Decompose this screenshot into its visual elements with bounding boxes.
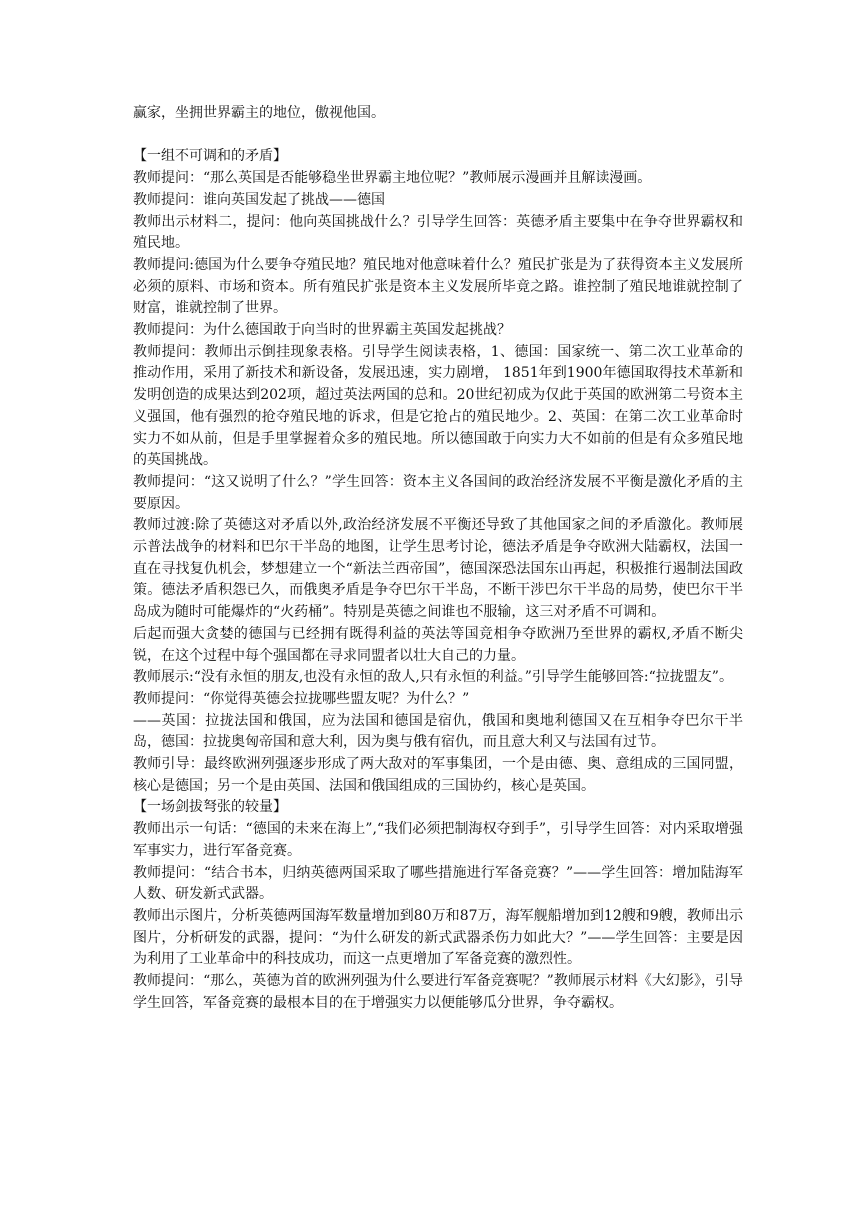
paragraph: 教师提问：“你觉得英德会拉拢哪些盟友呢？为什么？” <box>133 690 470 707</box>
paragraph: 教师提问：“那么英国是否能够稳坐世界霸主地位呢？”教师展示漫画并且解读漫画。 <box>133 170 652 187</box>
paragraph: 教师提问：“这又说明了什么？”学生回答：资本主义各国间的政治经济发展不平衡是激化矛盾的主要原因。 <box>133 473 743 512</box>
section-heading: 【一场剑拔弩张的较量】 <box>133 799 287 816</box>
document-page <box>133 103 743 1015</box>
paragraph: 教师提问：为什么德国敢于向当时的世界霸主英国发起挑战？ <box>133 322 511 339</box>
paragraph: 教师出示材料二，提问：他向英国挑战什么？引导学生回答：英德矛盾主要集中在争夺世界霸权和殖民地。 <box>133 213 743 252</box>
paragraph: 后起而强大贪婪的德国与已经拥有既得利益的英法等国竞相争夺欧洲乃至世界的霸权,矛盾不断尖锐，在这个过程中每个强国都在寻求同盟者以壮大自己的力量。 <box>133 625 743 664</box>
paragraph: 教师过渡:除了英德这对矛盾以外,政治经济发展不平衡还导致了其他国家之间的矛盾激化。教师展示普法战争的材料和巴尔干半岛的地图，让学生思考讨论，德法矛盾是争夺欧洲大陆霸权，法国一直在寻找复仇机会，梦想建立一个“新法兰西帝国”，德国深恐法国东山再起，积极推行遏制法国政策。德法矛盾积怨已久，而俄奥矛盾是争夺巴尔干半岛，不断干涉巴尔干半岛的局势，使巴尔干半岛成为随时可能爆炸的“火药桶”。特别是英德之间谁也不服输，这三对矛盾不可调和。 <box>133 517 743 621</box>
paragraph: 教师提问:德国为什么要争夺殖民地？殖民地对他意味着什么？殖民扩张是为了获得资本主义发展所必须的原料、市场和资本。所有殖民扩张是资本主义发展所毕竟之路。谁控制了殖民地谁就控制了财富，谁就控制了世界。 <box>133 256 743 317</box>
paragraph: 教师出示图片，分析英德两国海军数量增加到80万和87万，海军舰船增加到12艘和9艘，教师出示图片，分析研发的武器，提问：“为什么研发的新式武器杀伤力如此大？”——学生回答：主要是因为利用了工业革命中的科技成功，而这一点更增加了军备竞赛的激烈性。 <box>133 908 743 968</box>
paragraph: 教师出示一句话：“德国的未来在海上”,“我们必须把制海权夺到手”，引导学生回答：对内采取增强军事实力，进行军备竞赛。 <box>133 821 743 859</box>
paragraph: 教师提问：“那么，英德为首的欧洲列强为什么要进行军备竞赛呢？”教师展示材料《大幻影》，引导学生回答，军备竞赛的最根本目的在于增强实力以便能够瓜分世界，争夺霸权。 <box>133 973 743 1011</box>
paragraph: 赢家，坐拥世界霸主的地位，傲视他国。 <box>133 105 385 121</box>
paragraph: 教师提问：谁向英国发起了挑战——德国 <box>133 191 385 208</box>
paragraph: 教师引导：最终欧洲列强逐步形成了两大敌对的军事集团，一个是由德、奥、意组成的三国同盟，核心是德国；另一个是由英国、法国和俄国组成的三国协约，核心是英国。 <box>133 756 743 794</box>
section-heading: 【一组不可调和的矛盾】 <box>133 148 287 165</box>
paragraph: 教师提问：“结合书本，归纳英德两国采取了哪些措施进行军备竞赛？”——学生回答：增加陆海军人数、研发新式武器。 <box>133 864 743 903</box>
paragraph: 教师展示:“没有永恒的朋友,也没有永恒的敌人,只有永恒的利益。”引导学生能够回答:“拉拢盟友”。 <box>133 669 733 686</box>
paragraph: 教师提问：教师出示倒挂现象表格。引导学生阅读表格，1、德国：国家统一、第二次工业革命的推动作用，采用了新技术和新设备，发展迅速，实力剧增， 1851年到1900年德国取得技术革新和发明创造的成果达到202项，超过英法两国的总和。20世纪初成为仅此于英国的欧洲第二号资本主义强国，他有强烈的抢夺殖民地的诉求，但是它抢占的殖民地少。2、英国：在第二次工业革命时实力不如从前，但是手里掌握着众多的殖民地。所以德国敢于向实力大不如前的但是有众多殖民地的英国挑战。 <box>133 343 743 469</box>
blank-line <box>133 125 743 147</box>
paragraph: ——英国：拉拢法国和俄国，应为法国和德国是宿仇，俄国和奥地利德国又在互相争夺巴尔干半岛，德国：拉拢奥匈帝国和意大利，因为奥与俄有宿仇，而且意大利又与法国有过节。 <box>133 712 743 751</box>
